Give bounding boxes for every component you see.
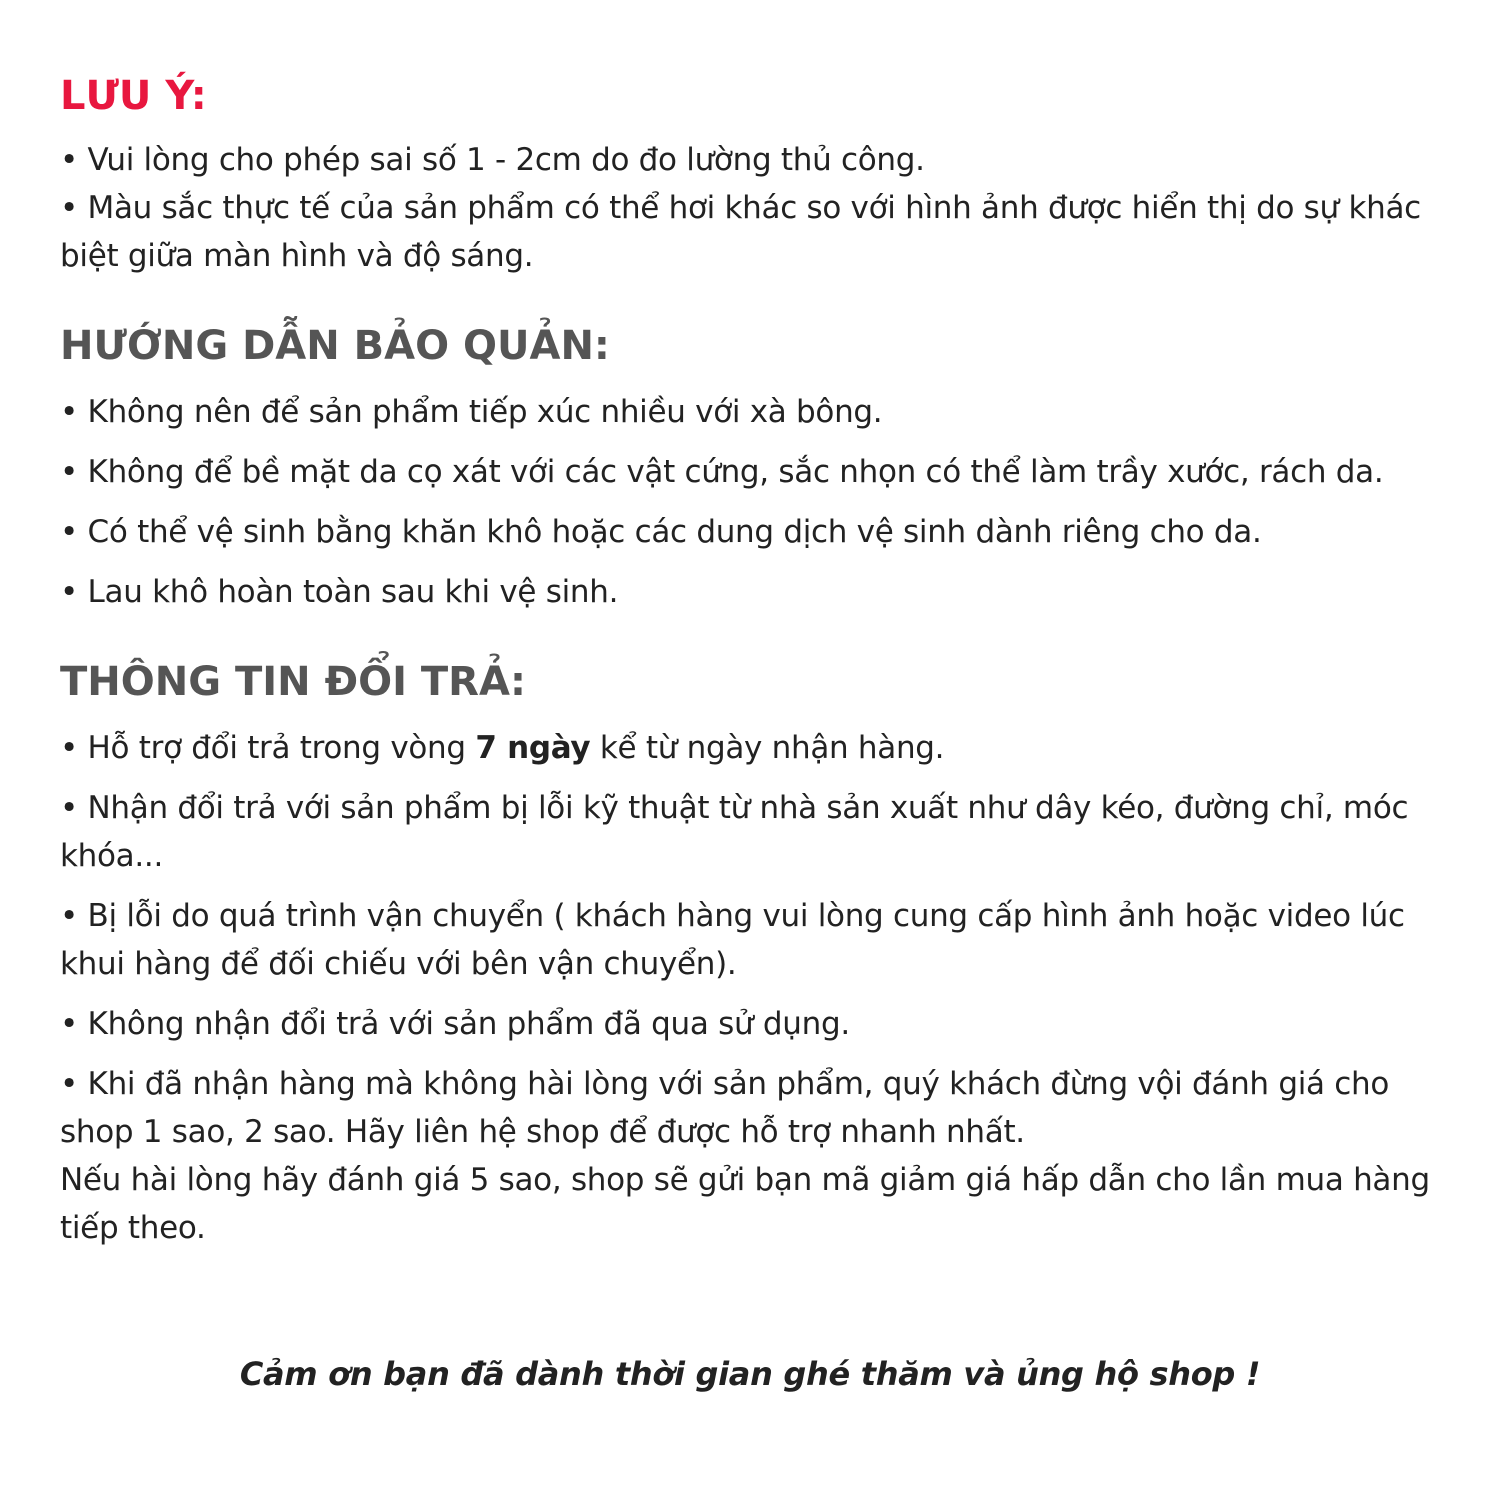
policy-document (60, 60, 1460, 1252)
thank-you-message: Cảm ơn bạn đã dành thời gian ghé thăm và ủng hộ shop ! (239, 1355, 1261, 1393)
returns-item-4: • Không nhận đổi trả với sản phẩm đã qua sử dụng. (60, 1006, 850, 1042)
care-item-1: • Không nên để sản phẩm tiếp xúc nhiều với xà bông. (60, 394, 883, 430)
returns-item-2: • Nhận đổi trả với sản phẩm bị lỗi kỹ thuật từ nhà sản xuất như dây kéo, đường chỉ, móc khóa... (60, 790, 1409, 874)
care-section (60, 323, 1460, 616)
care-item-4: • Lau khô hoàn toàn sau khi vệ sinh. (60, 574, 619, 610)
note-section (60, 73, 1460, 280)
care-heading: HƯỚNG DẪN BẢO QUẢN: (60, 323, 610, 369)
returns-item-5-line-1: • Khi đã nhận hàng mà không hài lòng với sản phẩm, quý khách đừng vội đánh giá cho shop 1 sao, 2 sao. Hãy liên hệ shop để được hỗ trợ nhanh nhất. (60, 1066, 1390, 1150)
care-item-2: • Không để bề mặt da cọ xát với các vật cứng, sắc nhọn có thể làm trầy xước, rách da. (60, 454, 1384, 490)
returns-item-1-prefix: • Hỗ trợ đổi trả trong vòng (60, 730, 476, 766)
note-heading: LƯU Ý: (60, 73, 207, 119)
note-item-1: • Vui lòng cho phép sai số 1 - 2cm do đo lường thủ công. (60, 142, 925, 178)
returns-heading: THÔNG TIN ĐỔI TRẢ: (60, 659, 526, 705)
return-period-highlight: 7 ngày (475, 730, 591, 766)
care-item-3: • Có thể vệ sinh bằng khăn khô hoặc các dung dịch vệ sinh dành riêng cho da. (60, 514, 1262, 550)
returns-section (60, 659, 1460, 1252)
returns-item-3: • Bị lỗi do quá trình vận chuyển ( khách hàng vui lòng cung cấp hình ảnh hoặc video lúc khui hàng để đối chiếu với bên vận chuyển). (60, 898, 1405, 982)
returns-item-5 (60, 1060, 1460, 1252)
returns-item-1 (60, 724, 1460, 772)
note-item-2: • Màu sắc thực tế của sản phẩm có thể hơi khác so với hình ảnh được hiển thị do sự khác biệt giữa màn hình và độ sáng. (60, 190, 1421, 274)
returns-item-1-suffix: kể từ ngày nhận hàng. (590, 730, 945, 766)
returns-item-5-line-2: Nếu hài lòng hãy đánh giá 5 sao, shop sẽ gửi bạn mã giảm giá hấp dẫn cho lần mua hàng tiếp theo. (60, 1162, 1430, 1246)
